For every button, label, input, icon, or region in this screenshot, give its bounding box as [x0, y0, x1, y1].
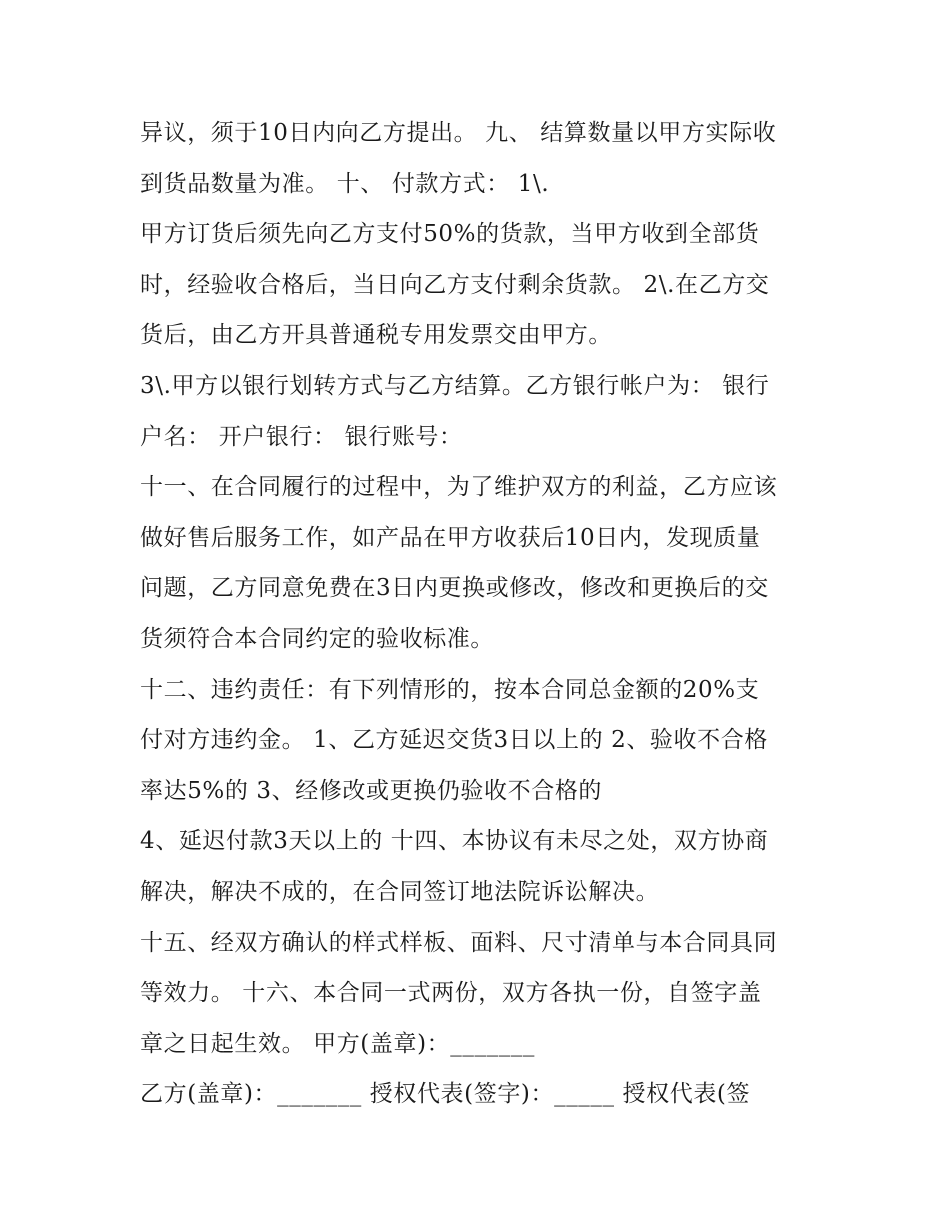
text-line: 异议，须于10日内向乙方提出。 九、 结算数量以甲方实际收: [140, 120, 777, 146]
text-line: 做好售后服务工作，如产品在甲方收获后10日内，发现质量: [140, 524, 761, 551]
text-line: 甲方订货后须先向乙方支付50%的货款，当甲方收到全部货: [140, 221, 760, 248]
text-line: 货后，由乙方开具普通税专用发票交由甲方。: [140, 322, 612, 349]
text-line: 付对方违约金。 1、乙方延迟交货3日以上的 2、验收不合格: [140, 727, 768, 754]
text-line: 十二、违约责任：有下列情形的，按本合同总金额的20%支: [140, 676, 760, 703]
text-line: 十五、经双方确认的样式样板、面料、尺寸清单与本合同具同: [140, 929, 778, 956]
text-line: 到货品数量为准。 十、 付款方式： 1\.: [140, 170, 550, 197]
text-line: 问题，乙方同意免费在3日内更换或修改，修改和更换后的交: [140, 575, 769, 602]
contract-text-block: [140, 108, 820, 1120]
text-line: 乙方(盖章)：_______ 授权代表(签字)：_____ 授权代表(签: [140, 1081, 751, 1108]
text-line: 等效力。 十六、本合同一式两份，双方各执一份，自签字盖: [140, 980, 762, 1007]
text-line: 解决，解决不成的，在合同签订地法院诉讼解决。: [140, 878, 660, 905]
text-line: 十一、在合同履行的过程中，为了维护双方的利益，乙方应该: [140, 474, 778, 501]
text-line: 户名： 开户银行： 银行账号：: [140, 423, 463, 450]
text-line: 货须符合本合同约定的验收标准。: [140, 625, 494, 652]
text-line: 4、延迟付款3天以上的 十四、本协议有未尽之处，双方协商: [140, 828, 769, 855]
text-line: 率达5%的 3、经修改或更换仍验收不合格的: [140, 777, 603, 804]
text-line: 时，经验收合格后，当日向乙方支付剩余货款。 2\.在乙方交: [140, 271, 770, 298]
text-line: 章之日起生效。 甲方(盖章)：_______: [140, 1030, 535, 1057]
text-line: 3\.甲方以银行划转方式与乙方结算。乙方银行帐户为： 银行: [140, 372, 770, 399]
